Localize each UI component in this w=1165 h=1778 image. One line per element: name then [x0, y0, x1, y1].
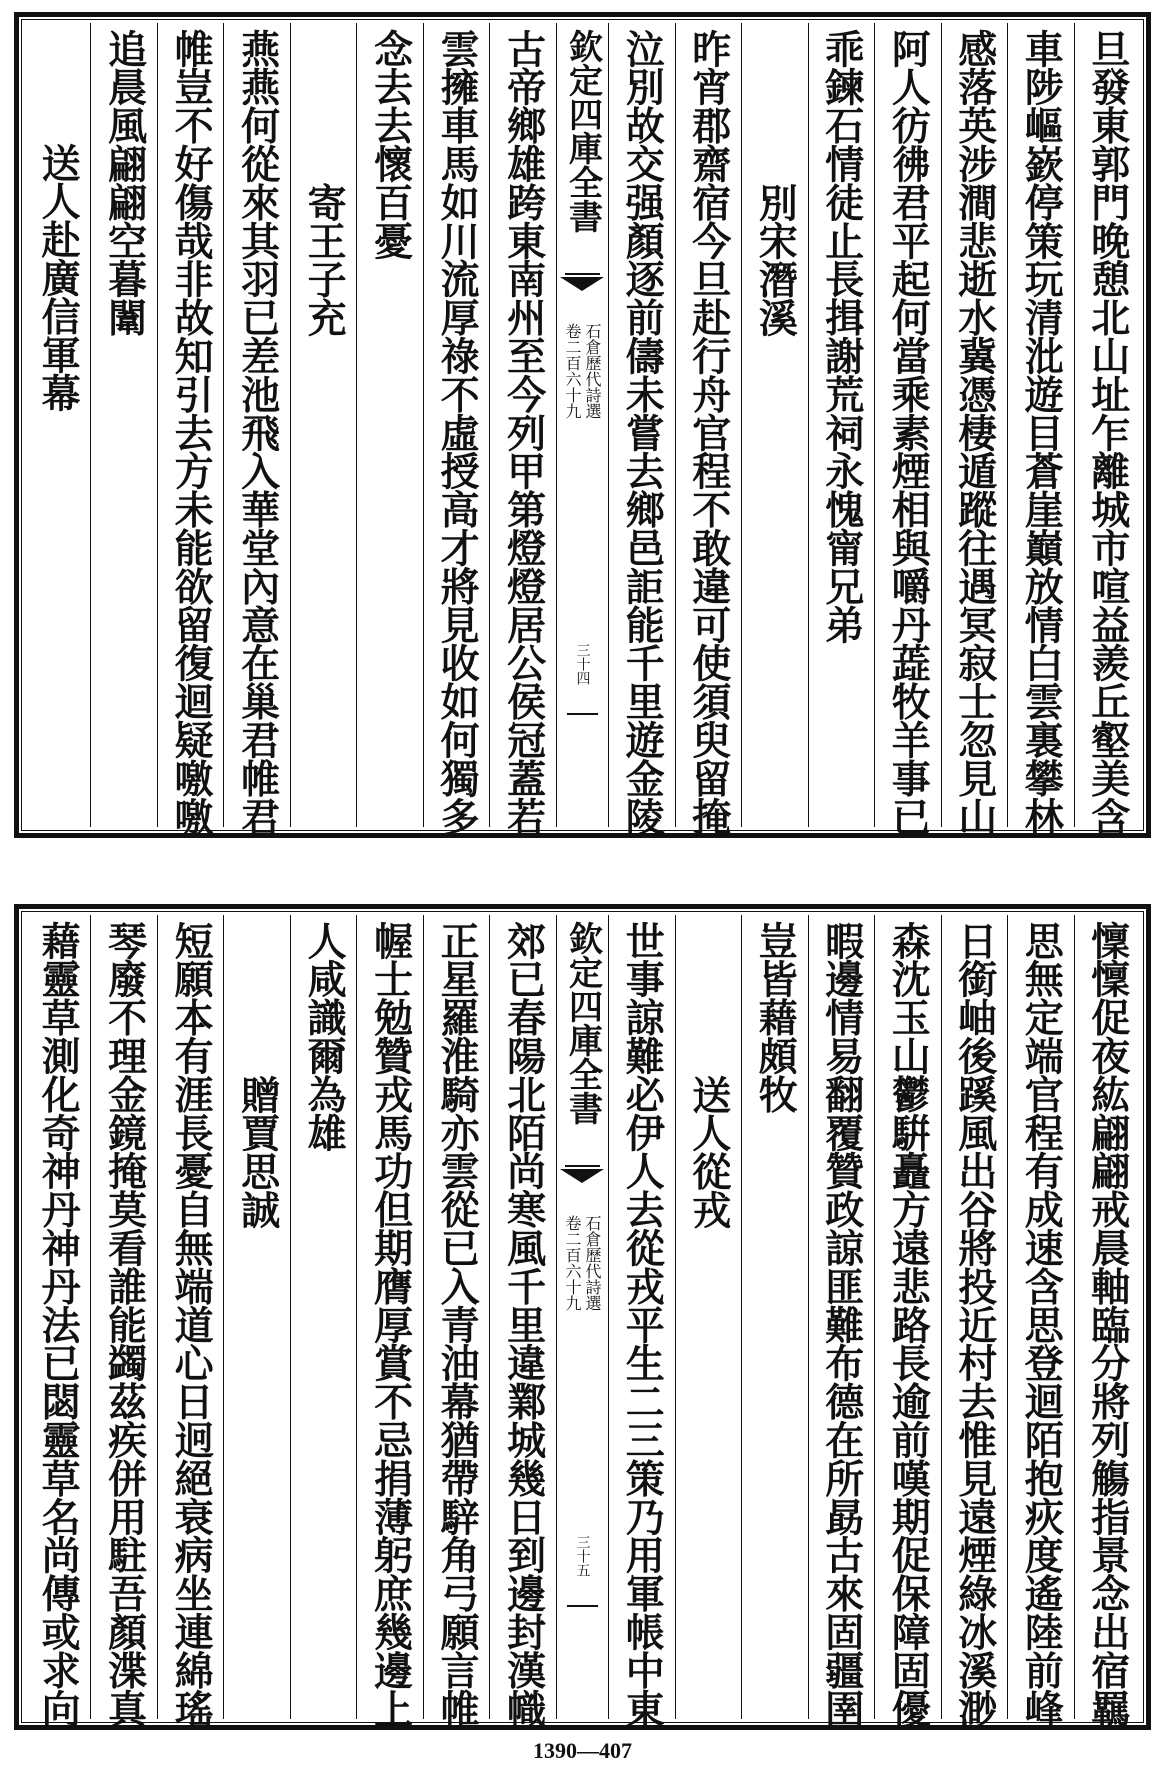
column-text: 古帝鄉雄跨東南州至今列甲第燈燈居公侯冠蓋若 — [500, 29, 547, 836]
fold-leaf-number: 三十四 — [574, 643, 591, 685]
column-text: 人咸識爾為雄 — [301, 921, 348, 1152]
center-fold — [556, 23, 608, 827]
text-column — [741, 915, 808, 1719]
poem-title: 別宋潛溪 — [752, 183, 799, 337]
text-column — [1074, 915, 1141, 1728]
fold-collection-title: 石倉歷代詩選 — [583, 323, 602, 419]
text-column — [874, 23, 941, 836]
text-column — [808, 23, 875, 827]
text-column — [941, 915, 1008, 1728]
poem-title-column — [741, 23, 808, 827]
text-column — [808, 915, 875, 1728]
column-text: 念去去懷百憂 — [367, 29, 414, 260]
column-text: 短願本有涯長憂自無端道心日迥絕衰病坐連綿瑤 — [168, 921, 215, 1728]
text-column — [489, 23, 556, 836]
column-text: 豈皆藉頗牧 — [752, 921, 799, 1114]
text-column — [90, 23, 157, 827]
column-text: 森沈玉山鬱騈矗方遠悲路長逾前嘆期促保障固優 — [885, 921, 932, 1728]
column-text: 日銜岫後蹊風出谷將投近村去惟見遠煙綠冰溪渺 — [951, 921, 998, 1728]
fold-rule — [567, 713, 598, 715]
column-text: 車陟嶇嶔停策玩清沘遊目蒼崖巔放情白雲裏攀林 — [1018, 29, 1065, 836]
fold-collection-title: 石倉歷代詩選 — [583, 1215, 602, 1311]
column-text: 燕燕何從來其羽已差池飛入華堂內意在巢君帷君 — [234, 29, 281, 836]
text-column — [423, 23, 490, 836]
poem-title-column — [290, 23, 357, 827]
poem-title: 送人從戎 — [685, 1075, 732, 1229]
fold-volume: 卷二百六十九 — [563, 323, 582, 419]
poem-title-column — [223, 915, 290, 1719]
fold-rule — [567, 1605, 598, 1607]
text-column — [25, 915, 91, 1728]
text-column — [423, 915, 490, 1728]
column-text: 泣別故交强顏逐前儔未嘗去鄉邑詎能千里遊金陵 — [619, 29, 666, 836]
column-text: 郊已春陽北陌尚寒風千里違鄴城幾日到邊封漢幟 — [500, 921, 547, 1728]
text-column — [356, 23, 423, 827]
text-column — [675, 23, 742, 836]
column-text: 旦發東郭門晚憩北山址乍離城市喧益羨丘壑美含 — [1084, 29, 1131, 836]
poem-title-column — [25, 23, 91, 827]
poem-title: 寄王子充 — [301, 183, 348, 337]
column-text: 懍懍促夜紘翩翩戒晨軸臨分將列觴指景念出宿羈 — [1084, 921, 1131, 1728]
column-text: 乖鍊石情徒止長揖謝荒祠永愧甯兄弟 — [818, 29, 865, 644]
column-text: 追晨風翩翩空暮闈 — [101, 29, 148, 337]
column-text: 藉靈草測化奇神丹神丹法已閟靈草名尚傳或求向 — [35, 921, 82, 1728]
fish-tail-mark — [565, 1165, 600, 1193]
center-fold — [556, 915, 608, 1719]
column-text: 昨宵郡齋宿今旦赴行舟官程不敢違可使須臾留掩 — [685, 29, 732, 836]
fold-title: 欽定四庫全書 — [562, 921, 603, 1125]
text-column — [1007, 915, 1074, 1728]
text-column — [941, 23, 1008, 836]
page-number: 1390—407 — [533, 1738, 632, 1763]
column-text: 帷豈不好傷哉非故知引去方未能欲留復迴疑噭噭 — [168, 29, 215, 836]
column-text: 幄士勉贊戎馬功但期膺厚賞不忌捐薄躬庶幾邊上 — [367, 921, 414, 1728]
text-column — [157, 915, 224, 1728]
text-column — [90, 915, 157, 1728]
bottom-page-columns — [25, 915, 1140, 1728]
text-column — [223, 23, 290, 836]
column-text: 正星羅淮騎亦雲從已入青油幕猶帶騂角弓願言帷 — [434, 921, 481, 1728]
fish-tail-mark — [565, 273, 600, 301]
column-text: 暇邊情易翻覆贊政諒匪難布德在所勗古來固疆圉 — [818, 921, 865, 1728]
poem-title-column — [675, 915, 742, 1719]
fold-title: 欽定四庫全書 — [562, 29, 603, 233]
text-column — [608, 23, 675, 836]
text-column — [290, 915, 357, 1719]
top-page — [14, 12, 1151, 838]
text-column — [356, 915, 423, 1728]
column-text: 阿人彷彿君平起何當乘素煙相與嚼丹蕋牧羊事已 — [885, 29, 932, 836]
text-column — [157, 23, 224, 836]
text-column — [608, 915, 675, 1728]
column-text: 琴廢不理金鏡掩莫看誰能蠲茲疾併用駐吾顏渫真 — [101, 921, 148, 1728]
text-column — [874, 915, 941, 1728]
poem-title: 送人赴廣信軍幕 — [35, 143, 82, 412]
text-column — [489, 915, 556, 1728]
fold-leaf-number: 三十五 — [574, 1535, 591, 1577]
column-text: 思無定端官程有成速含思登迴陌抱疢度遙陸前峰 — [1018, 921, 1065, 1728]
top-page-columns — [25, 23, 1140, 836]
column-text: 感落英涉澗悲逝水冀憑棲遁蹤往遇冥寂士忽見山 — [951, 29, 998, 836]
column-text: 雲擁車馬如川流厚祿不虛授高才將見收如何獨多 — [434, 29, 481, 836]
column-text: 世事諒難必伊人去從戎平生二三策乃用軍帳中東 — [619, 921, 666, 1728]
bottom-page — [14, 904, 1151, 1730]
text-column — [1074, 23, 1141, 836]
text-column — [1007, 23, 1074, 836]
fold-volume: 卷二百六十九 — [563, 1215, 582, 1311]
poem-title: 贈賈思誠 — [234, 1075, 281, 1229]
